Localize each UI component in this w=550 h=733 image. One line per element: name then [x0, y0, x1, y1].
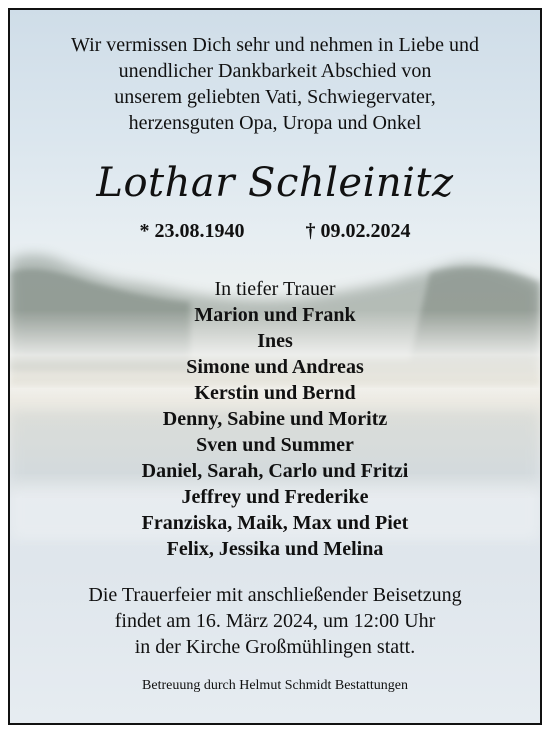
intro-line: unserem geliebten Vati, Schwiegervater,	[114, 86, 436, 108]
intro-text	[10, 32, 540, 136]
mourner-family: Denny, Sabine und Moritz	[162, 408, 388, 430]
death-date: † 09.02.2024	[305, 220, 411, 242]
obituary-frame	[8, 8, 542, 725]
mourner-family: Kerstin und Bernd	[194, 382, 356, 404]
funeral-line: findet am 16. März 2024, um 12:00 Uhr	[114, 610, 436, 632]
mourner-family: Sven und Summer	[196, 434, 354, 456]
mourner-family: Franziska, Maik, Max und Piet	[141, 512, 409, 534]
mourners-lead: In tiefer Trauer	[214, 278, 336, 300]
obituary-content	[10, 10, 540, 723]
mourner-family: Jeffrey und Frederike	[181, 486, 369, 508]
funeral-line: in der Kirche Großmühlingen statt.	[134, 636, 416, 658]
intro-line: herzensguten Opa, Uropa und Onkel	[128, 112, 422, 134]
mourner-family: Ines	[257, 330, 293, 352]
mourners-list	[10, 276, 540, 562]
undertaker-credit: Betreuung durch Helmut Schmidt Bestattungen	[142, 678, 408, 693]
mourner-family: Marion und Frank	[194, 304, 356, 326]
deceased-name: Lothar Schleinitz	[96, 160, 454, 206]
birth-date: * 23.08.1940	[139, 220, 245, 242]
mourner-family: Daniel, Sarah, Carlo und Fritzi	[141, 460, 409, 482]
funeral-notice	[10, 582, 540, 660]
mourner-family: Felix, Jessika und Melina	[166, 538, 384, 560]
funeral-line: Die Trauerfeier mit anschließender Beisetzung	[88, 584, 462, 606]
mourner-family: Simone und Andreas	[186, 356, 364, 378]
intro-line: unendlicher Dankbarkeit Abschied von	[118, 60, 432, 82]
intro-line: Wir vermissen Dich sehr und nehmen in Liebe und	[71, 34, 479, 56]
life-dates	[10, 220, 540, 243]
